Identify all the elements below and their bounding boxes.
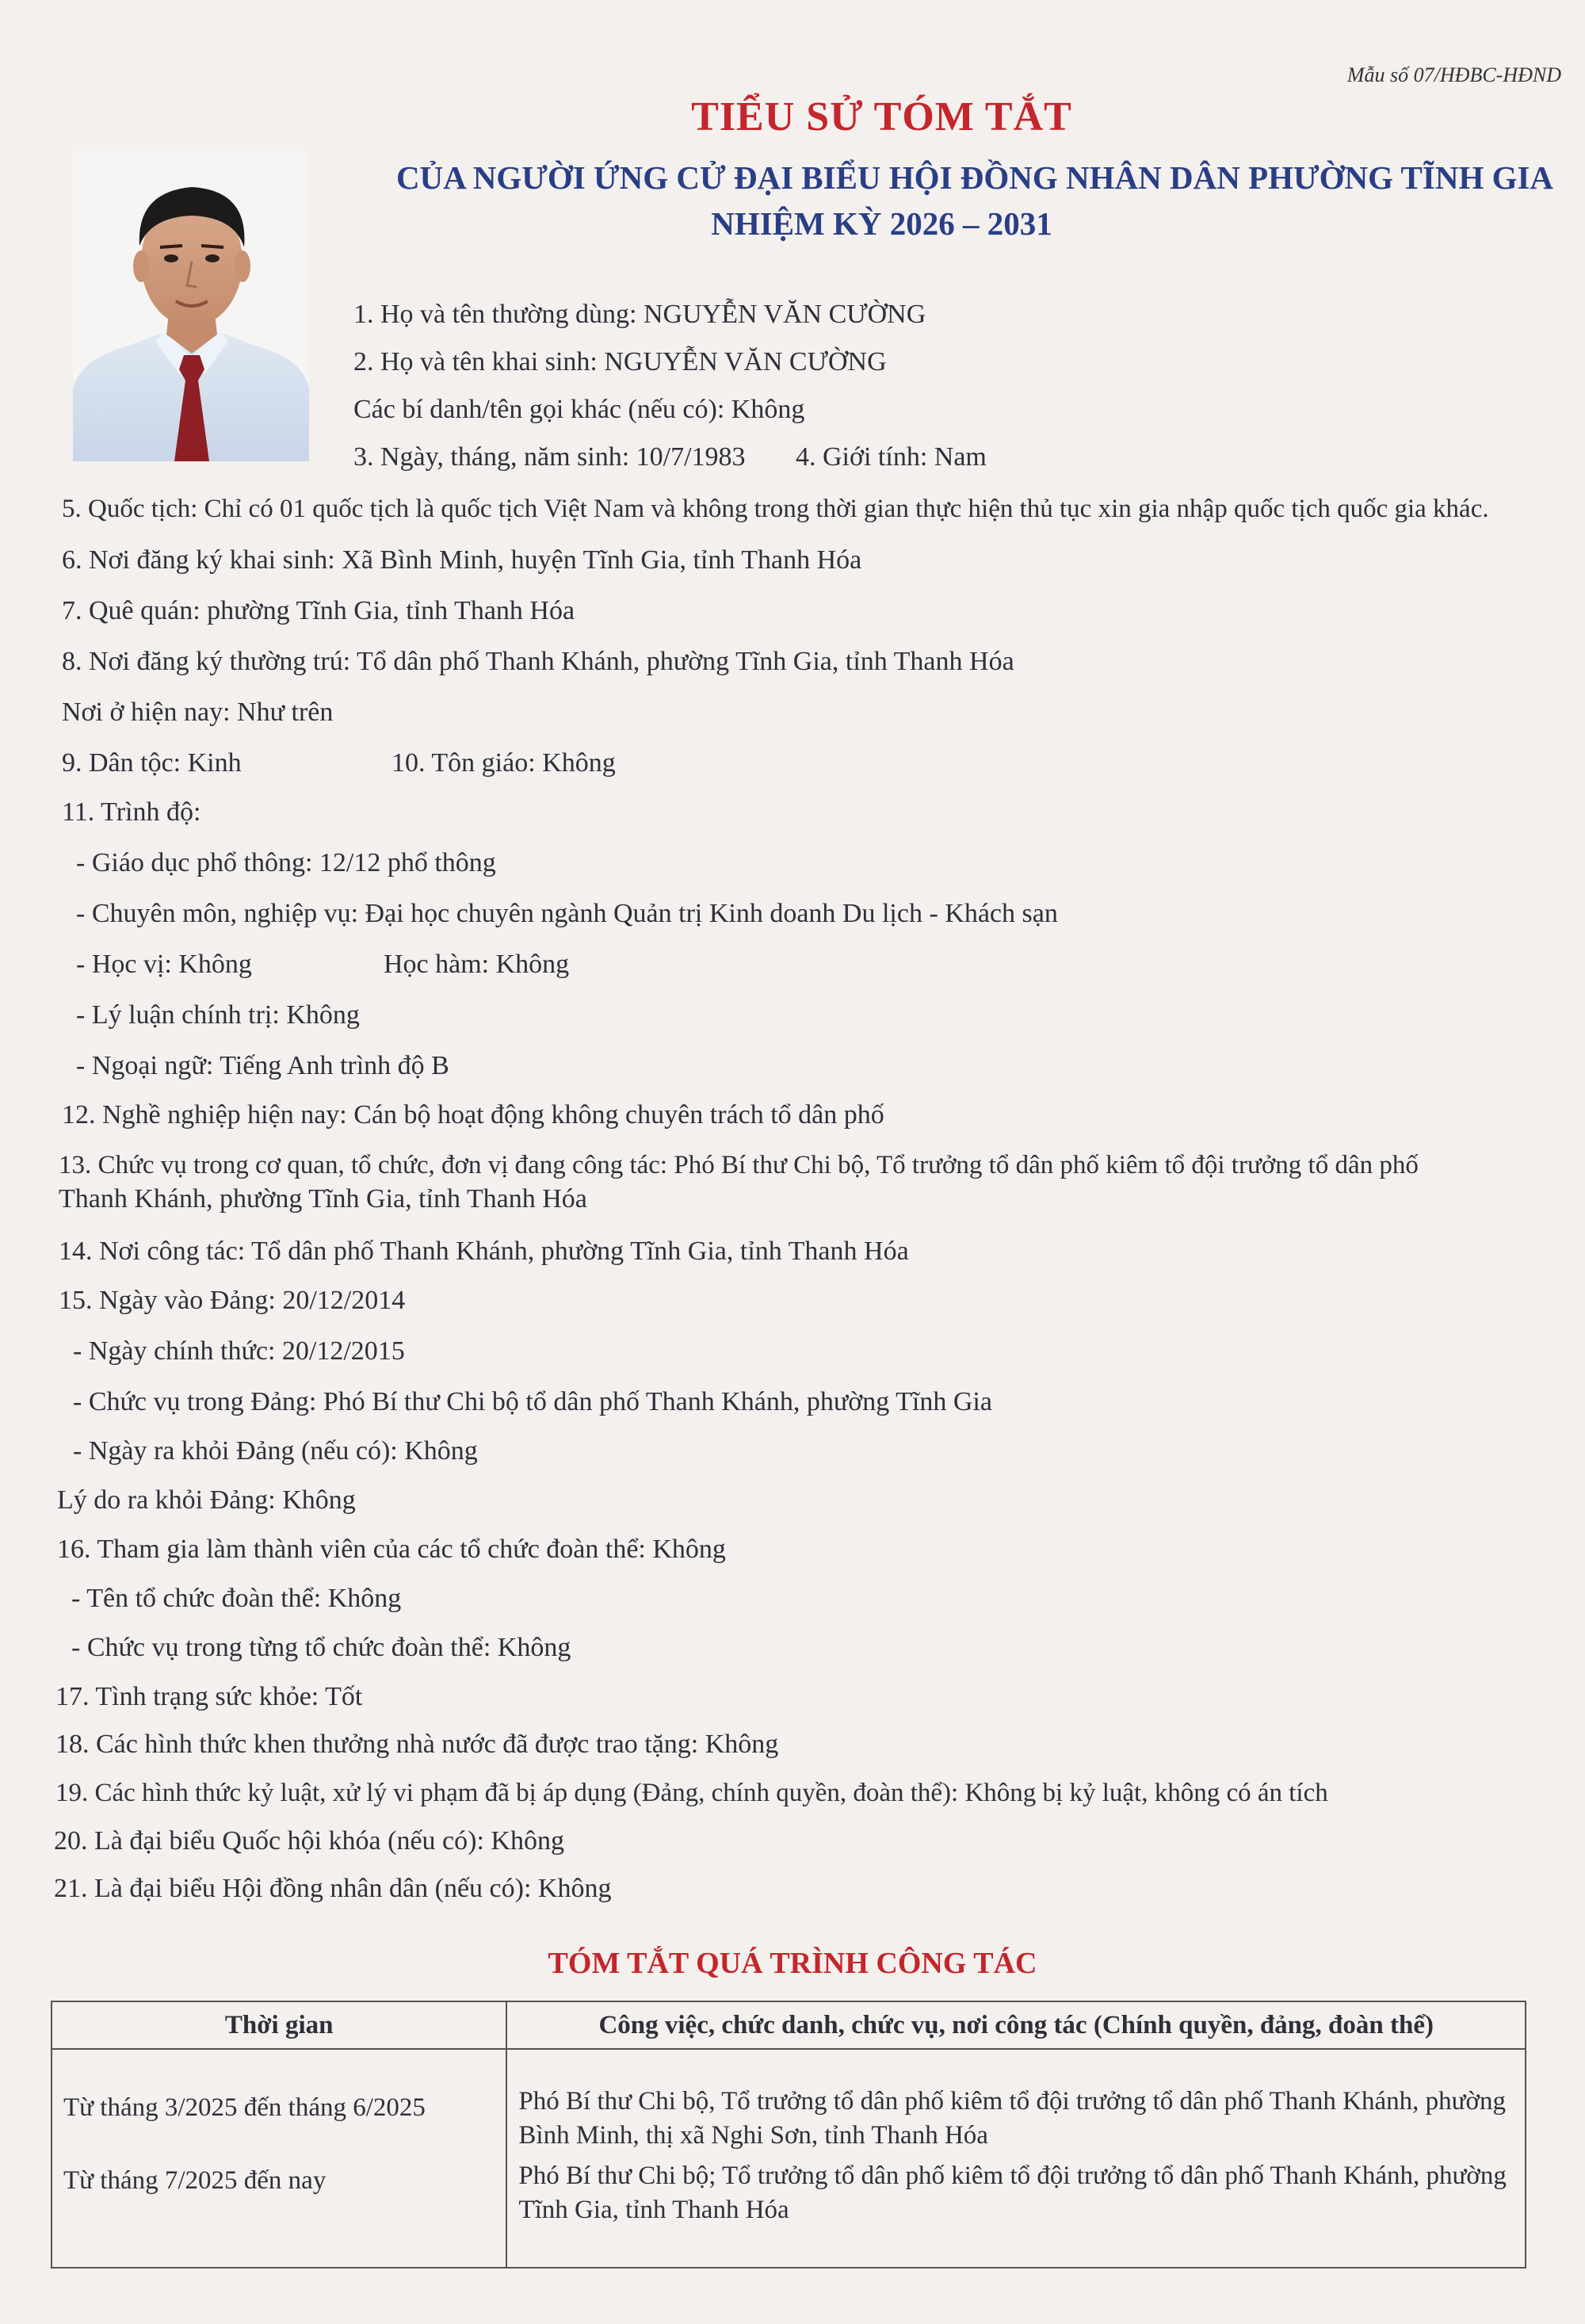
- field-permanent-residence: 8. Nơi đăng ký thường trú: Tổ dân phố Thanh Khánh, phường Tĩnh Gia, tỉnh Thanh Hóa: [62, 647, 1014, 676]
- field-position-line2: Thanh Khánh, phường Tĩnh Gia, tỉnh Thanh Hóa: [59, 1184, 587, 1214]
- field-political-theory: - Lý luận chính trị: Không: [76, 1000, 360, 1030]
- table-row: [52, 2158, 1526, 2268]
- field-common-name: 1. Họ và tên thường dùng: NGUYỄN VĂN CƯỜNG: [353, 300, 926, 329]
- field-birth-date: 3. Ngày, tháng, năm sinh: 10/7/1983: [353, 442, 746, 472]
- field-party-position: - Chức vụ trong Đảng: Phó Bí thư Chi bộ tổ dân phố Thanh Khánh, phường Tĩnh Gia: [73, 1387, 992, 1416]
- field-gender: 4. Giới tính: Nam: [796, 442, 987, 472]
- field-discipline: 19. Các hình thức kỷ luật, xử lý vi phạm đã bị áp dụng (Đảng, chính quyền, đoàn thể): Không bị kỷ luật, không có án tích: [55, 1779, 1328, 1807]
- field-birth-registration: 6. Nơi đăng ký khai sinh: Xã Bình Minh, huyện Tĩnh Gia, tỉnh Thanh Hóa: [62, 545, 862, 575]
- work-history-table: [51, 2001, 1526, 2269]
- document-subtitle: CỦA NGƯỜI ỨNG CỬ ĐẠI BIỂU HỘI ĐỒNG NHÂN DÂN PHƯỜNG TĨNH GIA: [395, 159, 1554, 196]
- field-party-leave-reason: Lý do ra khỏi Đảng: Không: [57, 1485, 356, 1515]
- field-workplace: 14. Nơi công tác: Tổ dân phố Thanh Khánh, phường Tĩnh Gia, tỉnh Thanh Hóa: [59, 1237, 909, 1266]
- field-professional-education: - Chuyên môn, nghiệp vụ: Đại học chuyên ngành Quản trị Kinh doanh Du lịch - Khách sạn: [76, 899, 1058, 928]
- field-health: 17. Tình trạng sức khỏe: Tốt: [55, 1682, 363, 1711]
- form-code: Mẫu số 07/HĐBC-HĐND: [1346, 63, 1561, 86]
- field-academic-rank: Học hàm: Không: [384, 950, 570, 979]
- table-cell-time: [52, 2158, 506, 2268]
- column-header-job: Công việc, chức danh, chức vụ, nơi công tác (Chính quyền, đảng, đoàn thể): [506, 2001, 1526, 2049]
- column-header-time: Thời gian: [52, 2001, 506, 2049]
- field-party-official-date: - Ngày chính thức: 20/12/2015: [73, 1336, 405, 1366]
- field-education-heading: 11. Trình độ:: [62, 797, 201, 827]
- field-awards: 18. Các hình thức khen thưởng nhà nước đã được trao tặng: Không: [55, 1730, 779, 1759]
- field-organization-name: - Tên tổ chức đoàn thể: Không: [71, 1584, 402, 1613]
- candidate-portrait: [73, 151, 309, 461]
- field-foreign-language: - Ngoại ngữ: Tiếng Anh trình độ B: [76, 1051, 449, 1080]
- table-header-row: [52, 2001, 1526, 2049]
- field-ethnicity: 9. Dân tộc: Kinh: [62, 748, 242, 778]
- field-party-leave-date: - Ngày ra khỏi Đảng (nếu có): Không: [73, 1436, 478, 1466]
- field-organizations: 16. Tham gia làm thành viên của các tổ chức đoàn thể: Không: [57, 1535, 726, 1564]
- row-job: Phó Bí thư Chi bộ; Tổ trưởng tổ dân phố kiêm tổ đội trưởng tổ dân phố Thanh Khánh, phường Tĩnh Gia, tỉnh Thanh Hóa: [518, 2162, 1507, 2224]
- field-national-assembly: 20. Là đại biểu Quốc hội khóa (nếu có): Không: [54, 1826, 564, 1856]
- table-cell-time: [52, 2049, 506, 2158]
- field-position-line1: 13. Chức vụ trong cơ quan, tổ chức, đơn vị đang công tác: Phó Bí thư Chi bộ, Tổ trưởng tổ dân phố kiêm tổ đội trưởng tổ dân phố: [59, 1151, 1419, 1179]
- field-hometown: 7. Quê quán: phường Tĩnh Gia, tỉnh Thanh Hóa: [62, 596, 575, 625]
- field-party-join-date: 15. Ngày vào Đảng: 20/12/2014: [59, 1286, 406, 1315]
- work-history-title: TÓM TẮT QUÁ TRÌNH CÔNG TÁC: [548, 1947, 1037, 1980]
- portrait-image-icon: [73, 151, 309, 461]
- table-cell-job: [506, 2049, 1526, 2158]
- field-degree: - Học vị: Không: [76, 950, 252, 979]
- field-general-education: - Giáo dục phổ thông: 12/12 phổ thông: [76, 848, 496, 877]
- field-religion: 10. Tôn giáo: Không: [391, 748, 616, 778]
- field-organization-position: - Chức vụ trong từng tổ chức đoàn thể: Không: [71, 1633, 571, 1662]
- document-term: NHIỆM KỲ 2026 – 2031: [711, 205, 1052, 242]
- field-birth-name: 2. Họ và tên khai sinh: NGUYỄN VĂN CƯỜNG: [353, 347, 887, 377]
- row-time: Từ tháng 7/2025 đến nay: [63, 2166, 327, 2195]
- field-peoples-council: 21. Là đại biểu Hội đồng nhân dân (nếu có): Không: [54, 1874, 612, 1903]
- row-time: Từ tháng 3/2025 đến tháng 6/2025: [63, 2093, 426, 2122]
- table-row: [52, 2049, 1526, 2158]
- field-current-residence: Nơi ở hiện nay: Như trên: [62, 698, 334, 727]
- field-alias: Các bí danh/tên gọi khác (nếu có): Không: [353, 395, 805, 424]
- row-job: Phó Bí thư Chi bộ, Tổ trưởng tổ dân phố kiêm tổ đội trưởng tổ dân phố Thanh Khánh, phường Bình Minh, thị xã Nghi Sơn, tỉnh Thanh Hóa: [518, 2087, 1506, 2150]
- field-occupation: 12. Nghề nghiệp hiện nay: Cán bộ hoạt động không chuyên trách tổ dân phố: [62, 1100, 884, 1130]
- table-cell-job: [506, 2158, 1526, 2268]
- field-nationality: 5. Quốc tịch: Chỉ có 01 quốc tịch là quốc tịch Việt Nam và không trong thời gian thực hiện thủ tục xin gia nhập quốc tịch quốc gia khác.: [62, 495, 1489, 523]
- document-title: TIỂU SỬ TÓM TẮT: [691, 94, 1072, 140]
